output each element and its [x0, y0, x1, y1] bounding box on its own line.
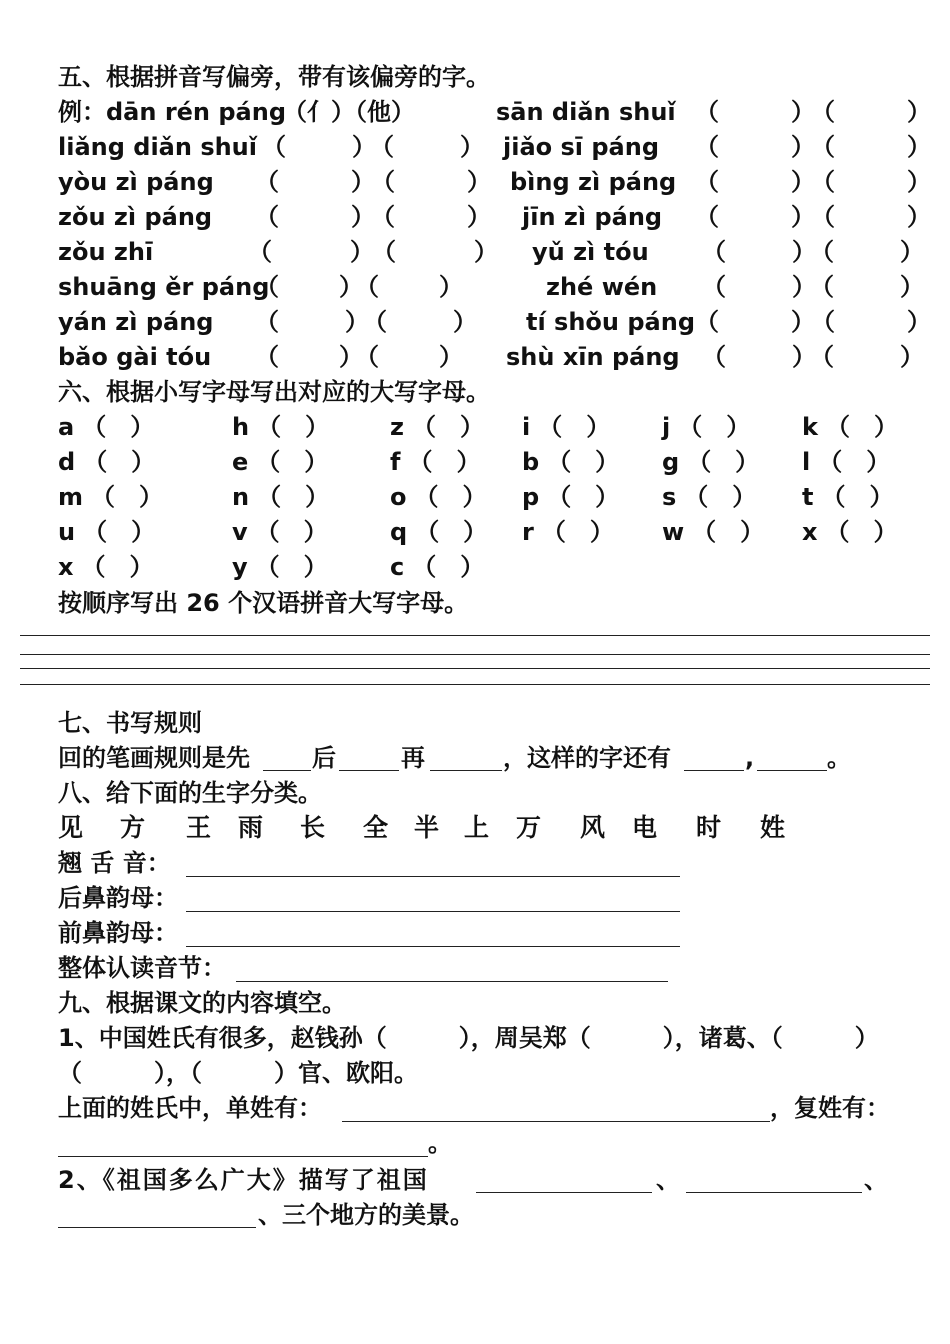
lowercase-letter: r: [522, 518, 534, 546]
stroke-rule-text: 后: [312, 744, 336, 772]
letter-item: [802, 447, 890, 477]
uppercase-answer-blank[interactable]: （ ）: [825, 518, 898, 546]
letter-item: [232, 412, 329, 442]
stroke-rule-blank[interactable]: [684, 770, 744, 771]
letter-item: [802, 412, 898, 442]
character: 半: [414, 813, 440, 842]
category-label: 前鼻韵母：: [58, 919, 178, 947]
writing-line[interactable]: [20, 654, 930, 655]
radical-row-left-answer[interactable]: （ ）（ ）: [255, 273, 467, 301]
radical-row-left: bǎo gài tóu: [58, 343, 212, 371]
radical-row-left-answer[interactable]: （ ）（ ）: [262, 133, 490, 161]
radical-row-right-answer[interactable]: （ ）（ ）: [695, 168, 939, 196]
radical-row-right: bìng zì páng: [510, 168, 677, 196]
uppercase-answer-blank[interactable]: （ ）: [256, 448, 329, 476]
stroke-rule-text: ,: [745, 744, 755, 772]
lowercase-letter: c: [390, 553, 405, 581]
uppercase-answer-blank[interactable]: （ ）: [692, 518, 765, 546]
q1-line2: （ ），（ ）官、欧阳。: [58, 1059, 418, 1087]
uppercase-answer-blank[interactable]: （ ）: [684, 483, 757, 511]
radical-row-left: shuāng ěr páng: [58, 273, 270, 301]
uppercase-answer-blank[interactable]: （ ）: [82, 413, 155, 441]
letter-item: [58, 482, 163, 512]
uppercase-answer-blank[interactable]: （ ）: [415, 518, 488, 546]
lowercase-letter: h: [232, 413, 250, 441]
stroke-rule-text: ，这样的字还有: [503, 744, 671, 772]
lowercase-letter: m: [58, 483, 84, 511]
radical-row-left: yán zì páng: [58, 308, 214, 336]
section6-title: 六、根据小写字母写出对应的大写字母。: [58, 378, 490, 406]
letter-item: [662, 447, 759, 477]
lowercase-letter: x: [58, 553, 74, 581]
q1-line4-end: 。: [428, 1129, 452, 1157]
letter-item: [522, 482, 619, 512]
section5-title: 五、根据拼音写偏旁，带有该偏旁的字。: [58, 63, 490, 91]
uppercase-answer-blank[interactable]: （ ）: [255, 553, 328, 581]
radical-row-right-answer[interactable]: （ ）（ ）: [695, 203, 939, 231]
category-label: 后鼻韵母：: [58, 884, 178, 912]
radical-row-right: sān diǎn shuǐ: [496, 98, 676, 126]
radical-row-left-answer[interactable]: （ ）（ ）: [255, 168, 499, 196]
lowercase-letter: p: [522, 483, 540, 511]
stroke-rule-blank[interactable]: [263, 770, 311, 771]
radical-row-right: jiǎo sī páng: [503, 133, 659, 161]
character: 万: [516, 813, 542, 842]
character: 全: [363, 813, 389, 842]
category-label: 翘 舌 音：: [58, 849, 171, 877]
uppercase-answer-blank[interactable]: （ ）: [81, 553, 154, 581]
q2-blank[interactable]: [58, 1227, 256, 1228]
character: 时: [696, 813, 722, 842]
radical-row-left: yòu zì páng: [58, 168, 214, 196]
letter-item: [390, 552, 484, 582]
category-answer-line[interactable]: [186, 911, 680, 912]
uppercase-answer-blank[interactable]: （ ）: [83, 518, 156, 546]
letter-item: [390, 517, 487, 547]
uppercase-answer-blank[interactable]: （ ）: [541, 518, 614, 546]
uppercase-answer-blank[interactable]: （ ）: [414, 483, 487, 511]
uppercase-answer-blank[interactable]: （ ）: [412, 553, 485, 581]
radical-row-left-answer[interactable]: （ ）（ ）: [255, 343, 467, 371]
character: 方: [120, 813, 146, 842]
stroke-rule-blank[interactable]: [339, 770, 399, 771]
radical-row-right: shù xīn páng: [506, 343, 680, 371]
uppercase-answer-blank[interactable]: （ ）: [255, 518, 328, 546]
letter-item: [802, 482, 893, 512]
lowercase-letter: k: [802, 413, 818, 441]
radical-row-right-answer[interactable]: （ ）（ ）: [695, 133, 939, 161]
radical-row-left: 例：dān rén páng: [58, 98, 287, 126]
q2-end: 、三个地方的美景。: [258, 1201, 474, 1229]
letter-item: [390, 482, 487, 512]
uppercase-answer-blank[interactable]: （ ）: [678, 413, 751, 441]
category-label: 整体认读音节：: [58, 954, 226, 982]
letter-item: [662, 482, 756, 512]
lowercase-letter: z: [390, 413, 404, 441]
lowercase-letter: o: [390, 483, 407, 511]
lowercase-letter: d: [58, 448, 76, 476]
lowercase-letter: l: [802, 448, 811, 476]
letter-item: [390, 412, 484, 442]
uppercase-answer-blank[interactable]: （ ）: [257, 483, 330, 511]
q1-line3-label2: ，复姓有：: [770, 1094, 890, 1122]
lowercase-letter: t: [802, 483, 814, 511]
radical-row-left: zǒu zhī: [58, 238, 154, 266]
uppercase-answer-blank[interactable]: （ ）: [257, 413, 330, 441]
letter-item: [522, 517, 614, 547]
q2-sep: 、: [864, 1166, 888, 1194]
character: 姓: [760, 813, 786, 842]
radical-row-left: zǒu zì páng: [58, 203, 213, 231]
uppercase-answer-blank[interactable]: （ ）: [538, 413, 611, 441]
character: 雨: [238, 813, 264, 842]
single-surname-blank[interactable]: [342, 1121, 770, 1122]
letter-item: [662, 412, 750, 442]
q2-blank[interactable]: [476, 1192, 652, 1193]
alphabet-instruction: 按顺序写出 26 个汉语拼音大写字母。: [58, 589, 469, 617]
letter-item: [58, 447, 155, 477]
character: 上: [464, 813, 490, 842]
uppercase-answer-blank[interactable]: （ ）: [411, 413, 484, 441]
radical-row-right-answer[interactable]: （ ）（ ）: [702, 343, 930, 371]
category-answer-line[interactable]: [236, 981, 668, 982]
uppercase-answer-blank[interactable]: （ ）: [547, 483, 620, 511]
lowercase-letter: e: [232, 448, 249, 476]
writing-line[interactable]: [20, 635, 930, 636]
radical-row-left-answer[interactable]: （ ）（ ）: [255, 203, 499, 231]
section8-title: 八、给下面的生字分类。: [58, 779, 322, 807]
q1-line3-label: 上面的姓氏中，单姓有：: [58, 1094, 322, 1122]
stroke-rule-text: 再: [401, 744, 425, 772]
letter-item: [390, 447, 480, 477]
lowercase-letter: g: [662, 448, 680, 476]
uppercase-answer-blank[interactable]: （ ）: [821, 483, 894, 511]
letter-item: [522, 412, 610, 442]
lowercase-letter: j: [662, 413, 671, 441]
uppercase-answer-blank[interactable]: （ ）: [91, 483, 164, 511]
stroke-rule-blank[interactable]: [430, 770, 502, 771]
lowercase-letter: u: [58, 518, 76, 546]
letter-item: [232, 447, 328, 477]
letter-item: [232, 552, 328, 582]
radical-row-right: tí shǒu páng: [526, 308, 695, 336]
letter-item: [232, 482, 329, 512]
lowercase-letter: s: [662, 483, 677, 511]
stroke-rule-text: 回的笔画规则是先: [58, 744, 250, 772]
uppercase-answer-blank[interactable]: （ ）: [547, 448, 620, 476]
letter-item: [58, 552, 153, 582]
letter-item: [802, 517, 897, 547]
lowercase-letter: v: [232, 518, 248, 546]
letter-item: [232, 517, 328, 547]
lowercase-letter: a: [58, 413, 75, 441]
radical-row-left-answer[interactable]: （亻）（他）: [283, 98, 415, 126]
letter-item: [522, 447, 619, 477]
category-answer-line[interactable]: [186, 946, 680, 947]
stroke-rule-text: 。: [827, 744, 851, 772]
character: 见: [58, 813, 84, 842]
letter-item: [662, 517, 764, 547]
stroke-rule-blank[interactable]: [757, 770, 827, 771]
uppercase-answer-blank[interactable]: （ ）: [825, 413, 898, 441]
uppercase-answer-blank[interactable]: （ ）: [687, 448, 760, 476]
radical-row-right: zhé wén: [546, 273, 658, 301]
character-list: [0, 813, 950, 843]
character: 长: [300, 813, 326, 842]
q2-blank[interactable]: [686, 1192, 862, 1193]
lowercase-letter: y: [232, 553, 248, 581]
radical-row-left: liǎng diǎn shuǐ: [58, 133, 257, 161]
uppercase-answer-blank[interactable]: （ ）: [408, 448, 481, 476]
q2-text: 2、《祖国多么广大》描写了祖国: [58, 1166, 429, 1194]
radical-row-right-answer[interactable]: （ ）（ ）: [695, 98, 939, 126]
lowercase-letter: b: [522, 448, 540, 476]
q2-sep: 、: [656, 1166, 680, 1194]
radical-row-right-answer[interactable]: （ ）（ ）: [695, 308, 939, 336]
letter-item: [58, 517, 155, 547]
double-surname-blank[interactable]: [58, 1156, 428, 1157]
lowercase-letter: f: [390, 448, 401, 476]
lowercase-letter: x: [802, 518, 818, 546]
lowercase-letter: w: [662, 518, 685, 546]
lowercase-letter: i: [522, 413, 531, 441]
radical-row-right-answer[interactable]: （ ）（ ）: [702, 238, 930, 266]
writing-line[interactable]: [20, 668, 930, 669]
uppercase-answer-blank[interactable]: （ ）: [83, 448, 156, 476]
category-answer-line[interactable]: [186, 876, 680, 877]
character: 电: [632, 813, 658, 842]
radical-row-right: yǔ zì tóu: [532, 238, 649, 266]
radical-row-left-answer[interactable]: （ ）（ ）: [255, 308, 483, 336]
writing-line[interactable]: [20, 684, 930, 685]
section7-title: 七、书写规则: [58, 709, 202, 737]
radical-row-right: jīn zì páng: [522, 203, 663, 231]
uppercase-answer-blank[interactable]: （ ）: [818, 448, 891, 476]
character: 风: [580, 813, 606, 842]
letter-item: [58, 412, 154, 442]
character: 王: [186, 813, 212, 842]
radical-row-right-answer[interactable]: （ ）（ ）: [702, 273, 930, 301]
radical-row-left-answer[interactable]: （ ）（ ）: [248, 238, 508, 266]
lowercase-letter: n: [232, 483, 250, 511]
section9-title: 九、根据课文的内容填空。: [58, 989, 346, 1017]
lowercase-letter: q: [390, 518, 408, 546]
q1-line1: 1、中国姓氏有很多，赵钱孙（ ），周吴郑（ ），诸葛、（ ）: [58, 1024, 879, 1052]
